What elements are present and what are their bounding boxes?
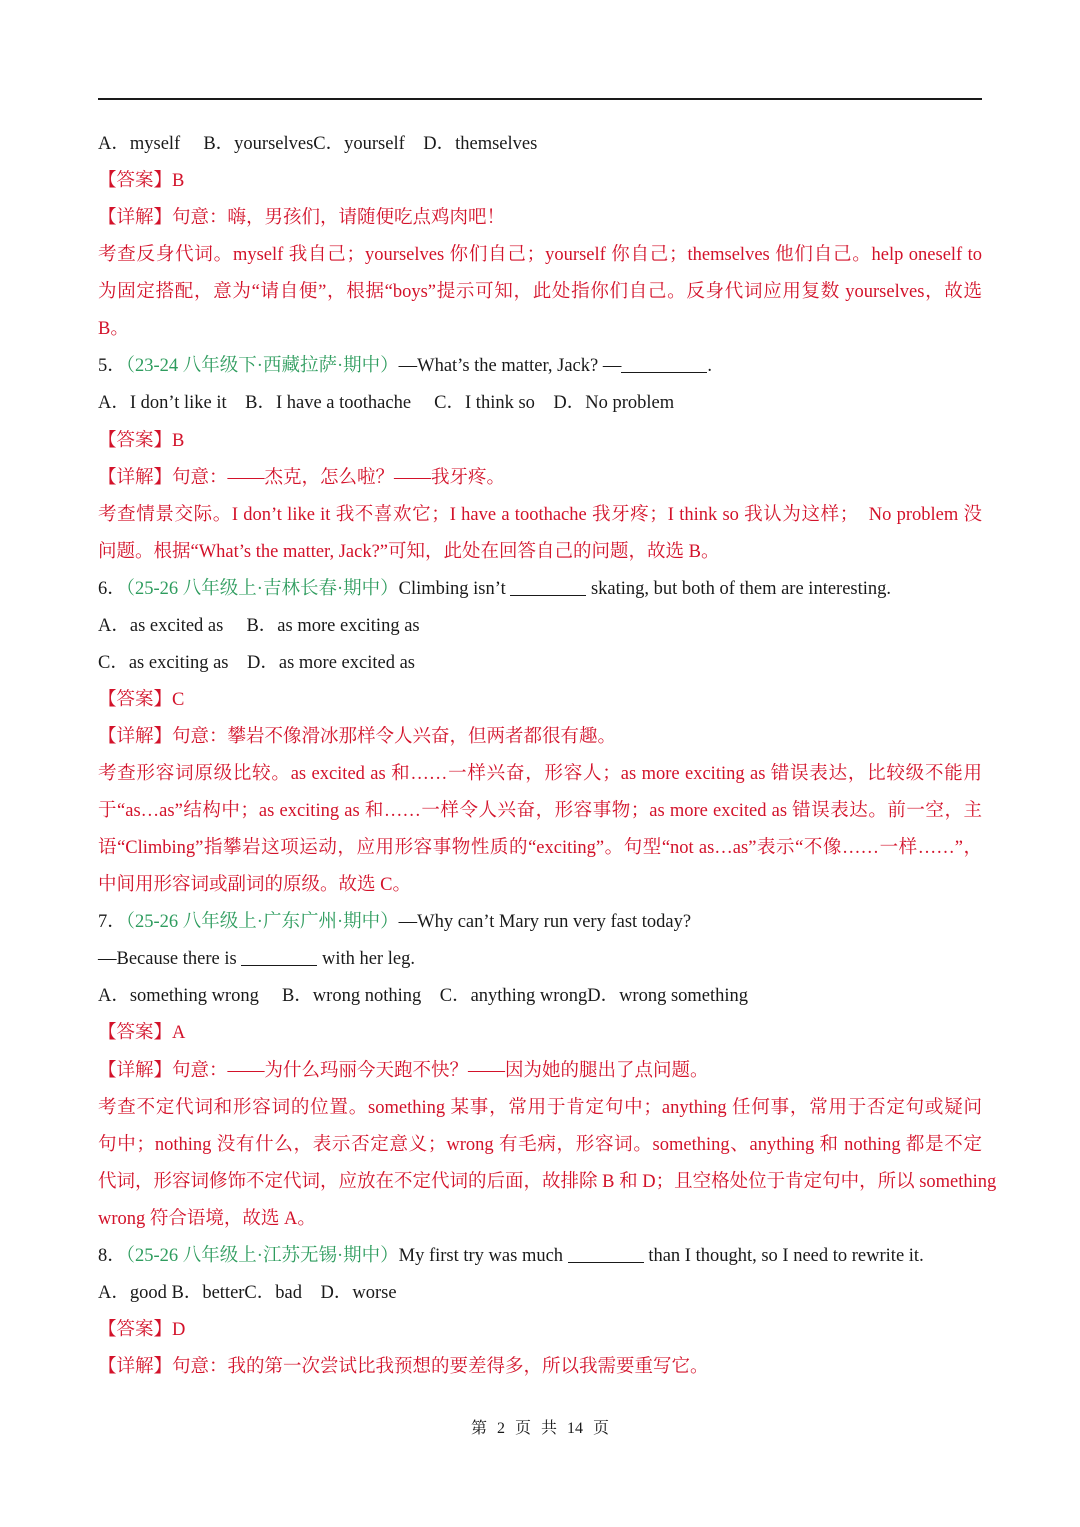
explanation-line: 【详解】句意：——杰克，怎么啦？——我牙疼。 xyxy=(98,467,506,488)
footer-mid1: 页 xyxy=(514,1420,531,1437)
explanation-line: 【答案】C xyxy=(98,689,185,710)
option-line: A．I don’t like it B．I have a toothache C．I think so D．No problem xyxy=(98,393,675,414)
question-stem-end: . xyxy=(707,356,712,377)
explanation-line: wrong 符合语境，故选 A。 xyxy=(98,1208,316,1229)
question-stem: —Because there is xyxy=(98,949,242,970)
answer-blank xyxy=(510,577,586,596)
question-stem: —Why can’t Mary run very fast today? xyxy=(398,912,692,933)
header-rule xyxy=(98,98,982,100)
option-line: A．as excited as B．as more exciting as xyxy=(98,615,420,636)
question-source: （23-24 八年级下·西藏拉萨·期中） xyxy=(125,356,399,377)
explanation-line: 考查不定代词和形容词的位置。something 某事，常用于肯定句中；anything 任何事，常用于否定句或疑问 xyxy=(98,1097,982,1118)
footer-suffix: 页 xyxy=(593,1420,610,1437)
question-number: 5． xyxy=(98,356,126,377)
explanation-line: 语“Climbing”指攀岩这项运动，应用形容事物性质的“exciting”。句型“not as…as”表示“不像……一样……”， xyxy=(98,838,982,859)
footer-current-page: 2 xyxy=(496,1420,505,1437)
explanation-line: 【详解】句意：攀岩不像滑冰那样令人兴奋，但两者都很有趣。 xyxy=(98,727,617,747)
page-footer xyxy=(0,1418,1080,1440)
explanation-line: 于“as…as”结构中；as exciting as 和……一样令人兴奋，形容事物；as more excited as 错误表达。前一空，主 xyxy=(98,801,982,822)
option-line: A．something wrong B．wrong nothing C．anything wrongD．wrong something xyxy=(98,986,749,1007)
question-stem-end: skating, but both of them are interesting. xyxy=(586,578,892,599)
footer-total-pages: 14 xyxy=(567,1420,584,1437)
explanation-line: B。 xyxy=(98,319,129,340)
explanation-line: 中间用形容词或副词的原级。故选 C。 xyxy=(98,875,411,896)
explanation-line: 句中；nothing 没有什么，表示否定意义；wrong 有毛病，形容词。something、anything 和 nothing 都是不定 xyxy=(98,1134,982,1155)
explanation-line: 考查情景交际。I don’t like it 我不喜欢它；I have a toothache 我牙疼；I think so 我认为这样； No problem 没 xyxy=(98,504,982,525)
option-line: A．good B．betterC．bad D．worse xyxy=(98,1282,397,1303)
question-line xyxy=(98,910,982,934)
question-line xyxy=(98,1244,982,1268)
footer-mid2: 共 xyxy=(541,1420,558,1437)
option-line: C．as exciting as D．as more excited as xyxy=(98,652,415,673)
question-stem: —What’s the matter, Jack? — xyxy=(398,356,622,377)
question-stem-end: than I thought, so I need to rewrite it. xyxy=(643,1245,924,1266)
explanation-line: 考查形容词原级比较。as excited as 和……一样兴奋，形容人；as more exciting as 错误表达，比较级不能用 xyxy=(98,764,982,784)
question-source: （25-26 八年级上·江苏无锡·期中） xyxy=(125,1245,399,1266)
answer-blank xyxy=(621,354,707,373)
explanation-line: 代词，形容词修饰不定代词，应放在不定代词的后面，故排除 B 和 D；且空格处位于肯定句中，所以 something xyxy=(98,1171,997,1192)
explanation-line: 为固定搭配，意为“请自便”，根据“boys”提示可知，此处指你们自己。反身代词应用复数 yourselves，故选 xyxy=(98,282,982,303)
question-line xyxy=(98,577,982,601)
question-line xyxy=(98,947,982,971)
question-stem: My first try was much xyxy=(398,1245,568,1266)
footer-prefix: 第 xyxy=(470,1420,487,1437)
answer-blank xyxy=(568,1244,644,1263)
explanation-line: 【答案】B xyxy=(98,171,185,192)
explanation-line: 考查反身代词。myself 我自己；yourselves 你们自己；yourself 你自己；themselves 他们自己。help oneself to xyxy=(98,245,982,266)
question-number: 7． xyxy=(98,912,126,933)
answer-blank xyxy=(241,947,317,966)
question-source: （25-26 八年级上·吉林长春·期中） xyxy=(125,578,399,599)
explanation-line: 【详解】句意：我的第一次尝试比我预想的要差得多，所以我需要重写它。 xyxy=(98,1357,709,1377)
explanation-line: 问题。根据“What’s the matter, Jack?”可知，此处在回答自己的问题，故选 B。 xyxy=(98,541,720,562)
question-number: 6． xyxy=(98,578,126,599)
question-stem: Climbing isn’t xyxy=(398,578,511,599)
question-number: 8． xyxy=(98,1245,126,1266)
explanation-line: 【详解】句意：嗨，男孩们，请随便吃点鸡肉吧！ xyxy=(98,208,506,229)
question-source: （25-26 八年级上·广东广州·期中） xyxy=(125,912,399,933)
question-line xyxy=(98,354,982,378)
explanation-line: 【答案】D xyxy=(98,1319,186,1340)
explanation-line: 【详解】句意：——为什么玛丽今天跑不快？——因为她的腿出了点问题。 xyxy=(98,1060,709,1081)
explanation-line: 【答案】A xyxy=(98,1023,186,1044)
option-line: A．myself B．yourselvesC．yourself D．themselves xyxy=(98,134,538,154)
question-stem-end: with her leg. xyxy=(317,949,415,970)
explanation-line: 【答案】B xyxy=(98,430,185,451)
